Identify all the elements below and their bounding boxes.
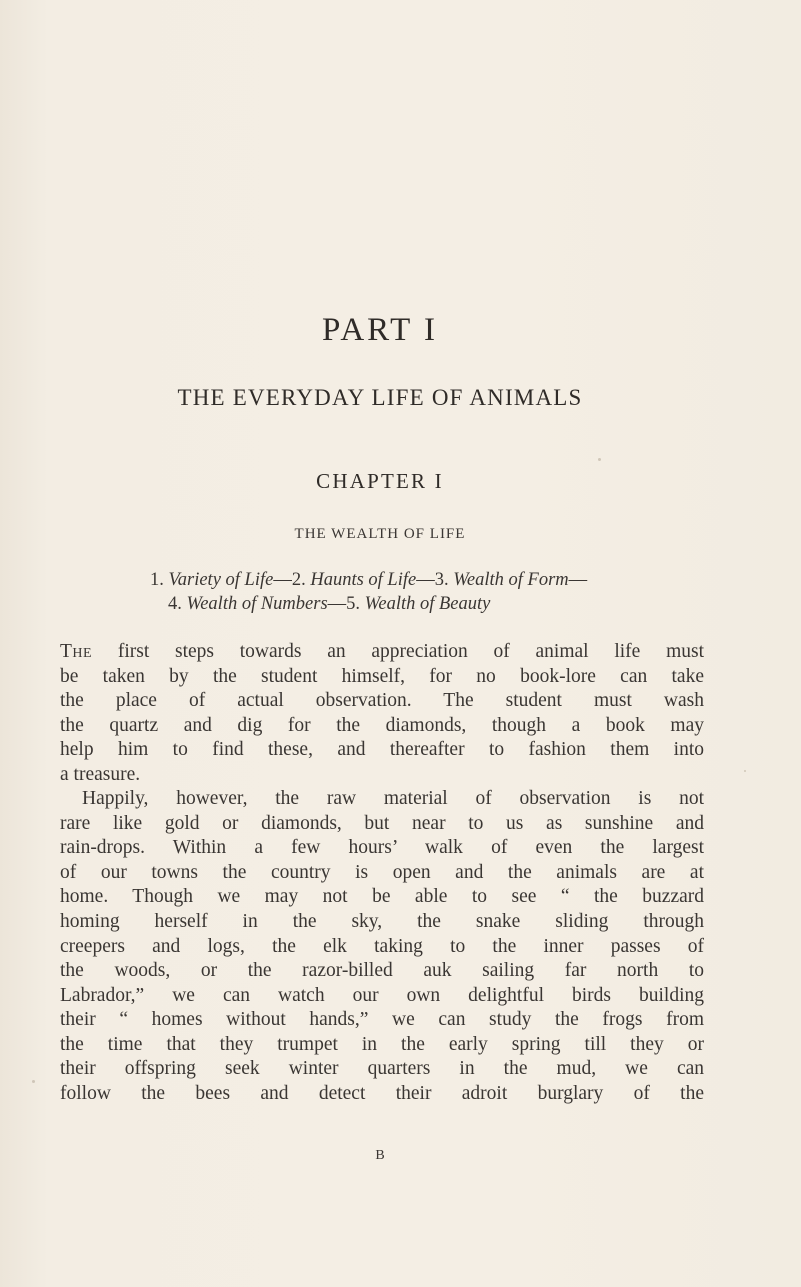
paragraph-2-line-1: Happily, however, the raw material of observation is not — [82, 788, 704, 810]
paragraph-1-line-5: help him to find these, and thereafter to fashion them into — [60, 739, 704, 761]
paragraph-1-line-2: be taken by the student himself, for no book-lore can take — [60, 665, 704, 687]
signature-mark: B — [375, 1148, 385, 1163]
paragraph-1-line-1 — [60, 640, 704, 665]
paragraph-1-line-1-text: first steps towards an appreciation of animal life must — [92, 641, 704, 662]
paragraph-2-line-13: follow the bees and detect their adroit burglary of the — [60, 1082, 704, 1104]
paragraph-2-line-6: homing herself in the sky, the snake sliding through — [60, 911, 704, 933]
paragraph-1-line-4: the quartz and dig for the diamonds, though a book may — [60, 714, 704, 736]
paragraph-2-line-3: rain-drops. Within a few hours’ walk of even the largest — [60, 837, 704, 859]
chapter-heading: CHAPTER I — [316, 469, 444, 493]
chapter-title: THE WEALTH OF LIFE — [294, 526, 466, 542]
contents-line-1 — [150, 568, 710, 592]
contents-number-1: 1. — [150, 570, 164, 590]
contents-number-3: —3. — [416, 570, 449, 590]
paragraph-2-line-8: the woods, or the razor-billed auk sailing far north to — [60, 960, 704, 982]
contents-dash: — — [568, 570, 588, 590]
paragraph-2-line-4: of our towns the country is open and the animals are at — [60, 861, 704, 883]
contents-topic-4: Wealth of Numbers — [186, 594, 328, 614]
paper-speck — [744, 770, 746, 772]
paragraph-1 — [60, 640, 704, 787]
contents-topic-5: Wealth of Beauty — [364, 594, 491, 614]
paragraph-2-line-11: the time that they trumpet in the early spring till they or — [60, 1033, 704, 1055]
paragraph-2 — [60, 787, 704, 1106]
paragraph-1-line-6: a treasure. — [60, 763, 141, 785]
paragraph-2-line-10: their “ homes without hands,” we can study the frogs from — [60, 1009, 704, 1031]
contents-number-5: —5. — [327, 594, 361, 614]
contents-topic-2: Haunts of Life — [310, 570, 417, 590]
paper-speck — [598, 458, 601, 461]
part-heading: PART I — [322, 312, 438, 348]
paragraph-2-line-7: creepers and logs, the elk taking to the inner passes of — [60, 935, 704, 957]
paragraph-2-line-9: Labrador,” we can watch our own delightful birds building — [60, 984, 704, 1006]
book-title: THE EVERYDAY LIFE OF ANIMALS — [177, 385, 583, 410]
drop-word: The — [60, 641, 93, 662]
chapter-contents — [150, 568, 710, 616]
paper-speck — [32, 1080, 35, 1083]
paragraph-2-line-12: their offspring seek winter quarters in the mud, we can — [60, 1058, 704, 1080]
contents-topic-3: Wealth of Form — [453, 570, 569, 590]
paragraph-1-line-3: the place of actual observation. The student must wash — [60, 690, 704, 712]
body-text — [60, 640, 704, 1106]
paragraph-2-line-2: rare like gold or diamonds, but near to us as sunshine and — [60, 812, 704, 834]
contents-line-2 — [150, 592, 710, 616]
contents-number-4: 4. — [168, 594, 182, 614]
contents-number-2: —2. — [273, 570, 306, 590]
contents-topic-1: Variety of Life — [168, 570, 274, 590]
paragraph-2-line-5: home. Though we may not be able to see “ the buzzard — [60, 886, 704, 908]
